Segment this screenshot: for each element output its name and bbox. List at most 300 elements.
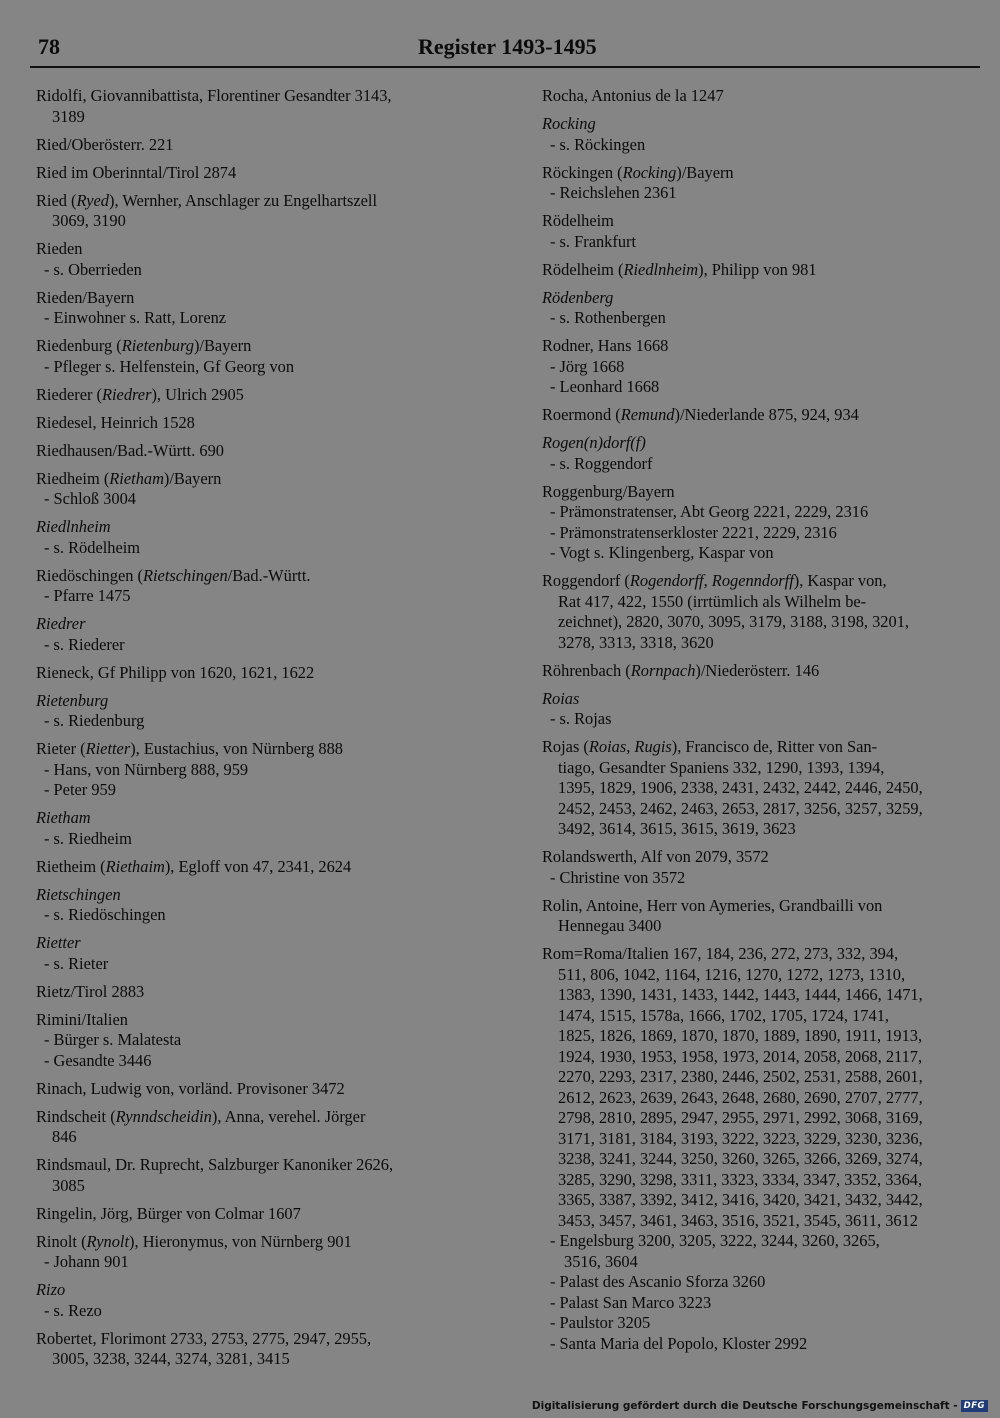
text-segment: Riederer ( (36, 384, 102, 404)
index-entry (36, 441, 498, 462)
italic-variant: Rogen(n)dorf(f) (542, 433, 646, 452)
text-segment: Rindscheit ( (36, 1106, 116, 1126)
text-segment: Rat 417, 422, 1550 (irrtümlich als Wilhelm be- (558, 591, 867, 611)
text-segment: Röckingen ( (542, 162, 623, 182)
index-entry (36, 1280, 498, 1321)
text-segment: - Vogt s. Klingenberg, Kaspar von (550, 543, 774, 562)
index-subentry (542, 357, 982, 378)
entry-line (36, 385, 498, 406)
italic-variant: Ryed (76, 190, 109, 210)
text-segment: Rom=Roma/Italien 167, 184, 236, 272, 273, 332, 394, (542, 944, 899, 963)
text-segment: - Pfleger s. Helfenstein, Gf Georg von (44, 356, 295, 376)
entry-line (542, 1293, 982, 1314)
text-segment: 1474, 1515, 1578a, 1666, 1702, 1705, 1724, 1741, (558, 1005, 889, 1025)
index-entry (36, 614, 498, 655)
entry-line (542, 232, 982, 253)
index-subentry (542, 523, 982, 544)
entry-continuation (542, 1170, 982, 1191)
text-segment: - s. Riedenburg (44, 711, 145, 730)
entry-line (542, 114, 982, 135)
text-segment: 3238, 3241, 3244, 3250, 3260, 3265, 3266, 3269, 3274, (558, 1149, 923, 1168)
text-segment: )/Niederlande 875, 924, 934 (674, 405, 859, 424)
entry-continuation (542, 778, 982, 799)
entry-line (36, 413, 498, 434)
index-subentry (542, 502, 982, 523)
text-segment: Robertet, Florimont 2733, 2753, 2775, 2947, 2955, (36, 1328, 372, 1348)
entry-line (36, 691, 498, 712)
entry-line (542, 1231, 982, 1252)
entry-line (542, 357, 982, 378)
text-segment: 3365, 3387, 3392, 3412, 3416, 3420, 3421, 3432, 3442, (558, 1190, 923, 1209)
footer-credit (532, 1400, 988, 1412)
entry-line (36, 1155, 498, 1176)
index-subentry (542, 183, 982, 204)
text-segment: Rimini/Italien (36, 1009, 128, 1029)
index-subentry (36, 954, 498, 975)
text-segment: 1825, 1826, 1869, 1870, 1870, 1889, 1890, 1911, 1913, (558, 1026, 923, 1045)
entry-line (542, 288, 982, 309)
text-segment: Riedheim ( (36, 468, 110, 488)
text-segment: - Santa Maria del Popolo, Kloster 2992 (550, 1333, 808, 1353)
index-entry (542, 114, 982, 155)
entry-line (36, 885, 498, 906)
text-segment: zeichnet), 2820, 3070, 3095, 3179, 3188, 3198, 3201, (558, 612, 909, 631)
text-segment: Ried/Oberösterr. 221 (36, 134, 174, 154)
entry-line (542, 336, 982, 357)
index-entry (36, 1010, 498, 1072)
text-segment: Rolin, Antoine, Herr von Aymeries, Grandbailli von (542, 895, 883, 915)
index-subentry (36, 780, 498, 801)
index-entry (36, 191, 498, 232)
italic-variant: Rietenburg (36, 690, 109, 710)
entry-continuation (542, 1088, 982, 1109)
text-segment: - Palast San Marco 3223 (550, 1292, 712, 1312)
entry-continuation (542, 1252, 982, 1273)
text-segment: Rieden (36, 239, 83, 258)
index-subentry (36, 538, 498, 559)
index-entry (36, 663, 498, 684)
entry-continuation (542, 592, 982, 613)
text-segment: Ridolfi, Giovannibattista, Florentiner Gesandter 3143, (36, 86, 392, 105)
entry-line (36, 288, 498, 309)
text-segment: Rolandswerth, Alf von 2079, 3572 (542, 847, 769, 866)
text-segment: - s. Riederer (44, 634, 125, 654)
text-segment: ), Ulrich 2905 (151, 384, 244, 404)
index-subentry (542, 1313, 982, 1334)
text-segment: - s. Rothenbergen (550, 308, 666, 327)
text-segment: )/Bayern (676, 162, 734, 182)
index-entry (36, 1107, 498, 1148)
index-entry (36, 1155, 498, 1196)
entry-line (36, 191, 498, 212)
entry-line (542, 405, 982, 426)
index-entry (542, 689, 982, 730)
entry-continuation (542, 965, 982, 986)
entry-line (36, 1329, 498, 1350)
entry-line (36, 739, 498, 760)
text-segment: Riedhausen/Bad.-Württ. 690 (36, 440, 224, 460)
italic-variant: Rietham (109, 468, 164, 488)
entry-line (36, 469, 498, 490)
index-entry (36, 739, 498, 801)
italic-variant: Riedrer (36, 614, 86, 633)
italic-variant: Rogendorff, Rogenndorff (629, 571, 794, 590)
text-segment: Röhrenbach ( (542, 660, 631, 680)
text-segment: Riedöschingen ( (36, 565, 143, 585)
entry-line (542, 502, 982, 523)
index-entry (36, 982, 498, 1003)
index-subentry (542, 135, 982, 156)
text-segment: Rödelheim ( (542, 259, 624, 279)
index-entry (36, 336, 498, 377)
index-entry (36, 385, 498, 406)
text-segment: 2798, 2810, 2895, 2947, 2955, 2971, 2992, 3068, 3169, (558, 1108, 923, 1127)
text-segment: 846 (52, 1127, 77, 1146)
entry-line (542, 868, 982, 889)
text-segment: Rodner, Hans 1668 (542, 336, 669, 355)
entry-line (36, 1252, 498, 1273)
entry-continuation (542, 633, 982, 654)
text-segment: ), Anna, verehel. Jörger (211, 1106, 366, 1126)
text-segment: - s. Riedöschingen (44, 905, 166, 924)
index-subentry (36, 711, 498, 732)
entry-line (36, 614, 498, 635)
index-subentry (542, 868, 982, 889)
text-segment: - s. Riedheim (44, 828, 132, 848)
entry-continuation (542, 985, 982, 1006)
entry-line (36, 933, 498, 954)
entry-line (542, 377, 982, 398)
index-entry (36, 691, 498, 732)
entry-line (36, 954, 498, 975)
text-segment: - Palast des Ascanio Sforza 3260 (550, 1272, 766, 1291)
index-entry (542, 944, 982, 1354)
entry-line (36, 1280, 498, 1301)
text-segment: ), Hieronymus, von Nürnberg 901 (129, 1231, 352, 1251)
entry-line (542, 1313, 982, 1334)
page-header (30, 34, 980, 68)
entry-continuation (542, 1129, 982, 1150)
italic-variant: Rietschingen (142, 565, 228, 585)
entry-line (542, 308, 982, 329)
index-entry (542, 482, 982, 564)
entry-line (36, 905, 498, 926)
entry-continuation (542, 1108, 982, 1129)
text-segment: ), Egloff von 47, 2341, 2624 (164, 856, 352, 876)
entry-continuation (542, 758, 982, 779)
index-subentry (36, 260, 498, 281)
entry-line (36, 441, 498, 462)
text-segment: - Hans, von Nürnberg 888, 959 (44, 759, 249, 779)
entry-line (36, 857, 498, 878)
index-subentry (36, 1030, 498, 1051)
italic-variant: Riedlnheim (36, 517, 111, 536)
entry-line (36, 780, 498, 801)
index-subentry (36, 357, 498, 378)
italic-variant: Rödenberg (542, 287, 614, 307)
text-segment: Rietheim ( (36, 856, 106, 876)
index-subentry (36, 586, 498, 607)
index-subentry (36, 1301, 498, 1322)
index-subentry (36, 1051, 498, 1072)
text-segment: 1383, 1390, 1431, 1433, 1442, 1443, 1444, 1466, 1471, (558, 985, 923, 1004)
entry-line (542, 183, 982, 204)
entry-continuation (542, 612, 982, 633)
italic-variant: Rornpach (630, 660, 696, 680)
entry-line (36, 517, 498, 538)
italic-variant: Rocking (622, 162, 677, 182)
index-entry (542, 260, 982, 281)
text-segment: Hennegau 3400 (558, 916, 662, 935)
entry-line (36, 1030, 498, 1051)
text-segment: - Jörg 1668 (550, 356, 625, 376)
text-segment: - Leonhard 1668 (550, 377, 660, 396)
index-subentry (542, 308, 982, 329)
dfg-logo: DFG (961, 1400, 988, 1412)
index-entry (36, 239, 498, 280)
text-segment: Ried im Oberinntal/Tirol 2874 (36, 162, 237, 182)
entry-line (542, 847, 982, 868)
italic-variant: Riedlnheim (623, 259, 699, 279)
text-segment: tiago, Gesandter Spaniens 332, 1290, 1393, 1394, (558, 757, 885, 777)
text-segment: 3285, 3290, 3298, 3311, 3323, 3334, 3347, 3352, 3364, (558, 1169, 923, 1189)
index-entry (36, 163, 498, 184)
entry-line (542, 896, 982, 917)
text-segment: - Engelsburg 3200, 3205, 3222, 3244, 3260, 3265, (550, 1231, 880, 1250)
italic-variant: Rynndscheidin (115, 1106, 212, 1126)
entry-line (542, 689, 982, 710)
index-entry (542, 896, 982, 937)
entry-line (36, 86, 498, 107)
index-subentry (542, 454, 982, 475)
index-subentry (542, 232, 982, 253)
text-segment: ), Francisco de, Ritter von San- (671, 737, 878, 756)
italic-variant: Remund (620, 405, 675, 424)
text-segment: Rödelheim (542, 211, 614, 230)
text-segment: - Johann 901 (44, 1252, 129, 1271)
text-segment: - s. Oberrieden (44, 259, 142, 279)
text-segment: - Einwohner s. Ratt, Lorenz (44, 308, 227, 327)
entry-line (36, 1010, 498, 1031)
entry-line (36, 357, 498, 378)
text-segment: - Reichslehen 2361 (550, 183, 677, 202)
text-segment: 1924, 1930, 1953, 1958, 1973, 2014, 2058, 2068, 2117, (558, 1046, 923, 1066)
index-subentry (36, 308, 498, 329)
entry-line (542, 433, 982, 454)
index-entry (36, 1204, 498, 1225)
text-segment: Rietz/Tirol 2883 (36, 981, 145, 1001)
index-column-right (542, 86, 982, 1362)
index-entry (542, 661, 982, 682)
index-entry (542, 86, 982, 107)
index-subentry (36, 760, 498, 781)
text-segment: 3005, 3238, 3244, 3274, 3281, 3415 (52, 1349, 290, 1368)
entry-line (36, 711, 498, 732)
text-segment: )/Bayern (193, 336, 252, 355)
text-segment: - s. Rojas (550, 709, 612, 728)
index-column-left (36, 86, 498, 1377)
text-segment: 511, 806, 1042, 1164, 1216, 1270, 1272, 1273, 1310, (558, 964, 906, 984)
entry-continuation (36, 211, 498, 232)
entry-line (542, 454, 982, 475)
italic-variant: Rietenburg (121, 336, 194, 355)
text-segment: - s. Roggendorf (550, 453, 653, 473)
index-entry (542, 433, 982, 474)
text-segment: Rojas ( (542, 737, 589, 756)
entry-line (36, 163, 498, 184)
text-segment: 3516, 3604 (564, 1251, 638, 1271)
entry-line (542, 135, 982, 156)
text-segment: - s. Röckingen (550, 134, 646, 154)
index-entry (36, 1232, 498, 1273)
text-segment: Rieden/Bayern (36, 287, 135, 307)
text-segment: 3492, 3614, 3615, 3615, 3619, 3623 (558, 819, 796, 838)
index-entry (36, 1329, 498, 1370)
italic-variant: Rizo (36, 1280, 66, 1299)
text-segment: Ringelin, Jörg, Bürger von Colmar 1607 (36, 1203, 301, 1223)
index-entry (36, 857, 498, 878)
entry-line (36, 260, 498, 281)
text-segment: Rieter ( (36, 739, 86, 758)
text-segment: 3171, 3181, 3184, 3193, 3222, 3223, 3229, 3230, 3236, (558, 1128, 923, 1148)
text-segment: 3085 (52, 1175, 85, 1195)
entry-line (36, 982, 498, 1003)
index-subentry (36, 829, 498, 850)
entry-line (36, 308, 498, 329)
index-entry (36, 1079, 498, 1100)
index-subentry (542, 377, 982, 398)
entry-line (542, 86, 982, 107)
entry-line (36, 336, 498, 357)
entry-line (36, 1232, 498, 1253)
index-subentry (542, 1293, 982, 1314)
text-segment: 3278, 3313, 3318, 3620 (558, 632, 714, 652)
text-segment: Ried ( (36, 190, 77, 210)
entry-line (36, 1051, 498, 1072)
text-segment: ), Wernher, Anschlager zu Engelhartszell (108, 190, 378, 210)
text-segment: ), Eustachius, von Nürnberg 888 (130, 739, 343, 758)
index-entry (36, 469, 498, 510)
entry-continuation (542, 1006, 982, 1027)
entry-continuation (542, 1026, 982, 1047)
entry-line (36, 586, 498, 607)
funding-credit: Digitalisierung gefördert durch die Deutsche Forschungsgemeinschaft - (531, 1400, 958, 1412)
text-segment: Roggendorf ( (542, 571, 630, 590)
entry-line (36, 538, 498, 559)
entry-continuation (542, 799, 982, 820)
text-segment: Rocha, Antonius de la 1247 (542, 86, 724, 105)
text-segment: Riedesel, Heinrich 1528 (36, 412, 195, 432)
index-subentry (36, 905, 498, 926)
index-subentry (36, 1252, 498, 1273)
index-entry (542, 405, 982, 426)
index-entry (36, 808, 498, 849)
text-segment: - s. Rezo (44, 1300, 102, 1320)
entry-continuation (542, 916, 982, 937)
text-segment: )/Niederösterr. 146 (695, 660, 820, 680)
entry-line (542, 1272, 982, 1293)
text-segment: - Prämonstratenserkloster 2221, 2229, 2316 (550, 522, 837, 542)
italic-variant: Rietham (36, 808, 91, 827)
text-segment: 1395, 1829, 1906, 2338, 2431, 2432, 2442, 2446, 2450, (558, 778, 923, 797)
index-subentry (542, 1334, 982, 1355)
text-segment: - s. Frankfurt (550, 231, 637, 251)
entry-line (542, 1334, 982, 1355)
index-entry (542, 211, 982, 252)
text-segment: - s. Rödelheim (44, 537, 141, 557)
entry-line (542, 543, 982, 564)
text-segment: 2452, 2453, 2462, 2463, 2653, 2817, 3256, 3257, 3259, (558, 798, 923, 818)
entry-line (36, 566, 498, 587)
index-subentry (542, 1231, 982, 1272)
entry-line (36, 829, 498, 850)
text-segment: 3069, 3190 (52, 211, 126, 230)
entry-line (36, 135, 498, 156)
index-entry (36, 933, 498, 974)
entry-continuation (36, 1349, 498, 1370)
running-title: Register 1493-1495 (418, 34, 597, 59)
italic-variant: Rietter (36, 933, 81, 952)
entry-continuation (36, 107, 498, 128)
index-entry (36, 288, 498, 329)
entry-continuation (542, 819, 982, 840)
entry-line (542, 661, 982, 682)
text-segment: Rinolt ( (36, 1231, 87, 1251)
entry-line (36, 1204, 498, 1225)
entry-line (36, 1301, 498, 1322)
entry-line (542, 571, 982, 592)
index-subentry (542, 543, 982, 564)
italic-variant: Riethaim (105, 856, 165, 876)
italic-variant: Rietschingen (36, 884, 121, 904)
text-segment: Roggenburg/Bayern (542, 481, 675, 501)
entry-line (36, 663, 498, 684)
index-entry (36, 413, 498, 434)
page-number: 78 (38, 34, 60, 59)
entry-continuation (542, 1047, 982, 1068)
text-segment: ), Philipp von 981 (698, 259, 817, 279)
index-entry (36, 86, 498, 127)
text-segment: 2612, 2623, 2639, 2643, 2648, 2680, 2690, 2707, 2777, (558, 1087, 923, 1107)
text-segment: - Bürger s. Malatesta (44, 1030, 182, 1049)
entry-line (36, 808, 498, 829)
text-segment: 3453, 3457, 3461, 3463, 3516, 3521, 3545, 3611, 3612 (558, 1210, 918, 1230)
text-segment: Rieneck, Gf Philipp von 1620, 1621, 1622 (36, 662, 315, 682)
italic-variant: Rocking (542, 114, 596, 133)
index-entry (542, 847, 982, 888)
text-segment: - Christine von 3572 (550, 867, 686, 887)
text-segment: 3189 (52, 106, 85, 126)
entry-line (36, 1079, 498, 1100)
index-subentry (36, 489, 498, 510)
index-entry (542, 336, 982, 398)
text-segment: Roermond ( (542, 405, 621, 424)
entry-line (542, 482, 982, 503)
index-entry (542, 571, 982, 653)
entry-line (36, 489, 498, 510)
entry-continuation (542, 1190, 982, 1211)
text-segment: - Paulstor 3205 (550, 1313, 651, 1332)
text-segment: - Prämonstratenser, Abt Georg 2221, 2229, 2316 (550, 502, 869, 521)
italic-variant: Riedrer (101, 384, 152, 404)
entry-line (542, 211, 982, 232)
index-subentry (542, 709, 982, 730)
text-segment: - Pfarre 1475 (44, 586, 131, 605)
entry-line (36, 635, 498, 656)
entry-line (542, 709, 982, 730)
italic-variant: Roias, Rugis (588, 737, 672, 756)
index-entry (36, 566, 498, 607)
